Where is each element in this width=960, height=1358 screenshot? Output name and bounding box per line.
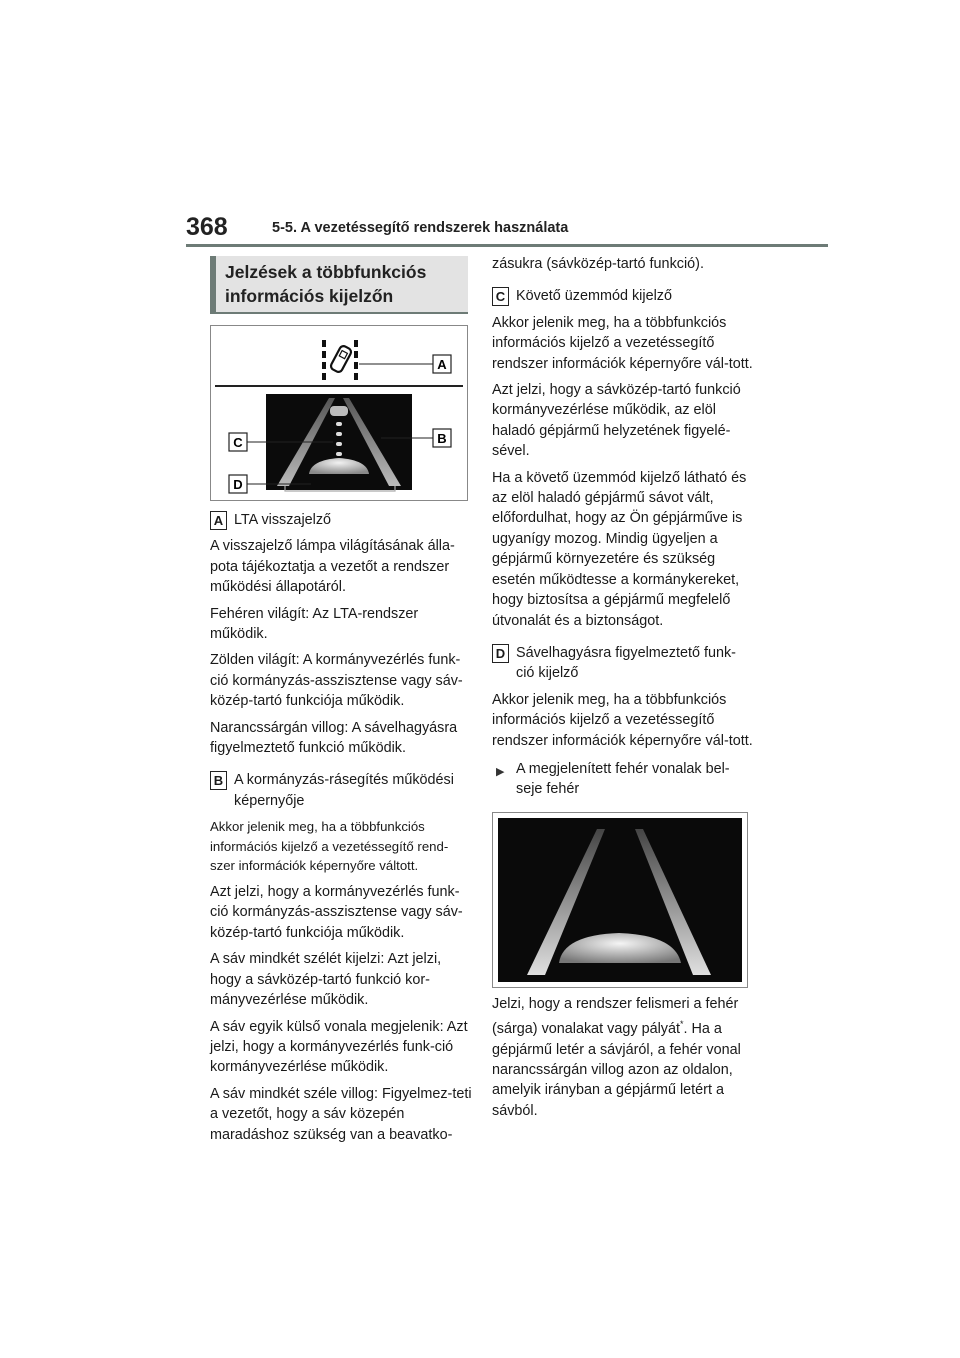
left-column bbox=[210, 510, 472, 1151]
callout-d-label: D bbox=[233, 477, 243, 492]
section-title-line2: információs kijelzőn bbox=[225, 286, 394, 306]
badge-a: A bbox=[210, 511, 227, 530]
badge-c: C bbox=[492, 287, 509, 306]
callout-c bbox=[229, 433, 247, 451]
paragraph: A sáv mindkét széle villog: Figyelmez-teti a vezetőt, hogy a sáv közepén maradáshoz szükség van a beavatko- bbox=[210, 1085, 472, 1143]
item-d-label: Sávelhagyásra figyelmeztető funk-ció kijelző bbox=[516, 644, 736, 682]
lane-line-graphic bbox=[493, 813, 747, 987]
footnote-marker: * bbox=[679, 1019, 684, 1030]
bullet-item-text: A megjelenített fehér vonalak bel-seje fehér bbox=[516, 760, 730, 798]
bullet-item bbox=[492, 759, 754, 800]
callout-a-label: A bbox=[437, 357, 447, 372]
heading-underline bbox=[210, 312, 468, 314]
badge-b: B bbox=[210, 771, 227, 790]
paragraph: A visszajelző lámpa világításának álla-pota tájékoztatja a vezetőt a rendszer működési állapotáról. bbox=[210, 538, 455, 596]
badge-d: D bbox=[492, 644, 509, 663]
arrow-bullet-icon: ▶ bbox=[496, 765, 505, 778]
right-column-bottom bbox=[492, 994, 754, 1127]
paragraph: Akkor jelenik meg, ha a többfunkciós információs kijelző a vezetéssegítő rendszer információk képernyőre vál-tott. bbox=[492, 314, 753, 372]
section-heading bbox=[210, 256, 468, 312]
callout-d bbox=[229, 475, 247, 493]
callout-a bbox=[433, 355, 451, 373]
callout-c-label: C bbox=[233, 435, 243, 450]
item-b bbox=[210, 770, 472, 811]
item-a-label: LTA visszajelző bbox=[234, 512, 332, 528]
paragraph: Narancssárgán villog: A sávelhagyásra figyelmeztető funkció működik. bbox=[210, 719, 458, 757]
section-title-line1: Jelzések a többfunkciós bbox=[225, 262, 427, 282]
paragraph: Zölden világít: A kormányvezérlés funk-ció kormányzás-asszisztense vagy sáv-közép-tartó funkciója működik. bbox=[210, 652, 463, 710]
callout-b-label: B bbox=[437, 431, 447, 446]
lane-line-illustration bbox=[492, 812, 748, 988]
callout-b bbox=[433, 429, 451, 447]
paragraph-small: Akkor jelenik meg, ha a többfunkciós információs kijelző a vezetéssegítő rend-szer információk képernyőre váltott. bbox=[210, 819, 449, 874]
header-rule bbox=[186, 244, 828, 247]
item-a bbox=[210, 510, 472, 530]
paragraph: Fehéren világít: Az LTA-rendszer működik. bbox=[210, 605, 419, 643]
right-column bbox=[492, 254, 754, 806]
paragraph: A sáv egyik külső vonala megjelenik: Azt jelzi, hogy a kormányvezérlés funk-ció kormányvezérlése működik. bbox=[210, 1018, 468, 1076]
paragraph: Akkor jelenik meg, ha a többfunkciós információs kijelző a vezetéssegítő rendszer információk képernyőre vál-tott. bbox=[492, 691, 753, 749]
paragraph: Ha a követő üzemmód kijelző látható és az elöl haladó gépjármű sávot vált, előfordulhat, hogy az Ön gépjárműve is ugyanígy mozog. Mindig ügyeljen a gépjármű környezetére és szükség esetén működtesse a kormánykereket, hogy biztosítsa a gépjármű megfelelő útvonalát és a biztonságot. bbox=[492, 469, 747, 629]
paragraph: Azt jelzi, hogy a sávközép-tartó funkció kormányvezérlése működik, az elöl haladó gépjármű helyzetének figyelé-sével. bbox=[492, 382, 741, 460]
final-paragraph-part1: Jelzi, hogy a rendszer felismeri a fehér (sárga) vonalakat vagy pályát bbox=[492, 996, 739, 1038]
display-illustration-graphic bbox=[211, 326, 467, 500]
item-d bbox=[492, 643, 754, 684]
page-number: 368 bbox=[186, 213, 228, 241]
item-c bbox=[492, 286, 754, 306]
chapter-title: 5-5. A vezetéssegítő rendszerek használata bbox=[272, 220, 569, 236]
paragraph: A sáv mindkét szélét kijelzi: Azt jelzi, hogy a sávközép-tartó funkció kor-mányvezérlése működik. bbox=[210, 951, 442, 1009]
display-illustration bbox=[210, 325, 468, 501]
lta-indicator-icon bbox=[322, 340, 358, 380]
paragraph-continuation: zásukra (sávközép-tartó funkció). bbox=[492, 256, 704, 272]
final-paragraph-part2: . Ha a gépjármű letér a sávjáról, a fehér vonal narancssárgán villog azon az oldalon, amelyik irányban a gépjármű letért a sávból. bbox=[492, 1021, 741, 1119]
item-b-label: A kormányzás-rásegítés működési képernyője bbox=[234, 772, 454, 809]
final-paragraph bbox=[492, 994, 754, 1121]
paragraph: Azt jelzi, hogy a kormányvezérlés funk-ció kormányzás-asszisztense vagy sáv-közép-tartó funkciója működik. bbox=[210, 884, 463, 941]
item-c-label: Követő üzemmód kijelző bbox=[516, 288, 672, 305]
